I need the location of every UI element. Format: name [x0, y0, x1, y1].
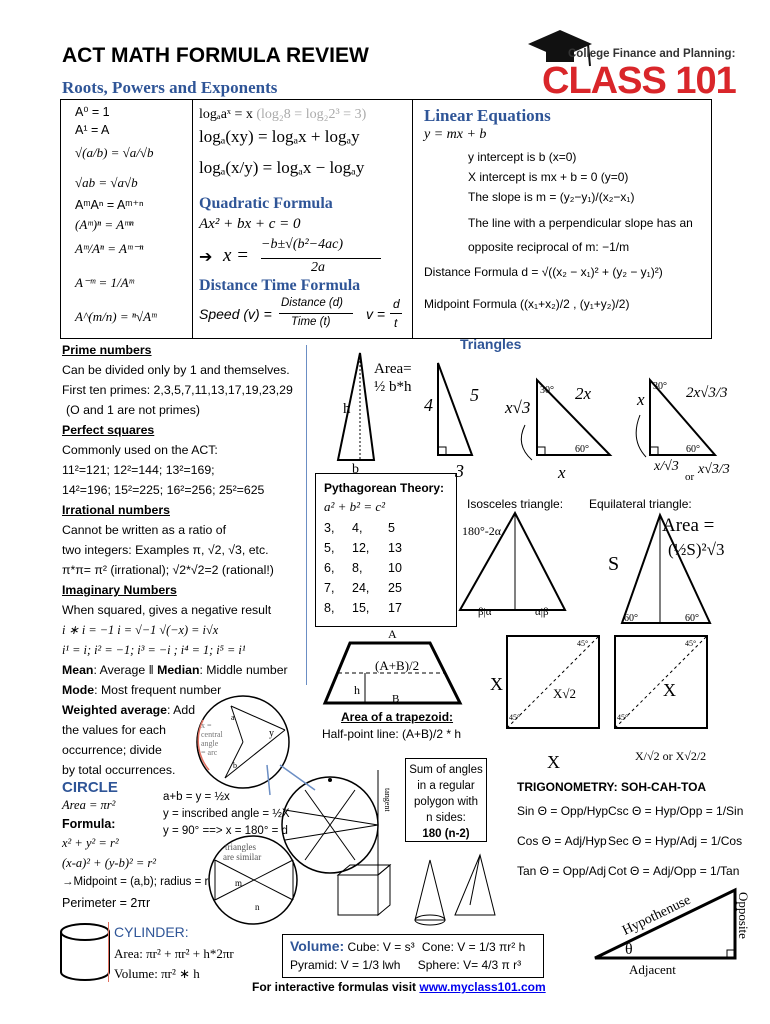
linear-line-2: X intercept is mx + b = 0 (y=0)	[468, 170, 629, 184]
pyth-a: 6,	[324, 561, 335, 575]
quadratic-denominator: 2a	[311, 260, 325, 275]
weighted-text: : Add	[167, 703, 196, 717]
triangles-heading: Triangles	[460, 336, 522, 352]
irrational-text: Cannot be written as a ratio of	[62, 523, 227, 537]
log-rule-3: logₐ(x/y) = logₐx − logₐy	[199, 158, 365, 177]
trap-b: B	[392, 693, 400, 705]
cylinder-area: Area: πr² + πr² + h*2πr	[114, 946, 234, 961]
linear-line-4: The line with a perpendicular slope has an	[468, 216, 693, 230]
pyth-b: 8,	[352, 561, 363, 575]
linear-line-5: opposite reciprocal of m: −1/m	[468, 240, 630, 254]
log-rule-1	[199, 107, 366, 123]
pyth-b: 15,	[352, 601, 370, 615]
pyth-c: 10	[388, 561, 402, 575]
polygon-text: Sum of angles	[409, 764, 483, 776]
trap-mid: (A+B)/2	[375, 658, 420, 673]
exp-line: √(a/b) = √a/√b	[75, 145, 154, 160]
top-box-divider	[192, 99, 193, 338]
tan-formula: Tan Θ = Opp/Adj	[517, 864, 607, 878]
csc-formula: Csc Θ = Hyp/Opp = 1/Sin	[608, 804, 744, 818]
imaginary-text: i ∗ i = −1 i = √−1 √(−x) = i√x	[62, 623, 219, 637]
pyth-row	[324, 578, 402, 598]
quadratic-heading: Quadratic Formula	[199, 195, 333, 212]
pythagorean-eq: a² + b² = c²	[324, 499, 386, 514]
primes-text: (O and 1 are not primes)	[66, 403, 200, 417]
pyth-c: 13	[388, 541, 402, 555]
primes-heading: Prime numbers	[62, 343, 152, 357]
trap-h: h	[354, 683, 360, 697]
equi-area-2: (½S)²√3	[668, 540, 725, 559]
class101-logo	[520, 26, 736, 102]
side-x: X	[490, 674, 503, 694]
footer-text: For interactive formulas visit	[252, 980, 420, 994]
squares-text: 14²=196; 15²=225; 16²=256; 25²=625	[62, 483, 265, 497]
m-label: m	[235, 878, 243, 888]
irrational-heading: Irrational numbers	[62, 503, 170, 517]
v-denominator: t	[394, 316, 398, 330]
polygon-text: polygon with	[414, 796, 478, 808]
fraction-bar	[261, 258, 381, 259]
side-xr3: x√3	[505, 398, 531, 417]
adjacent-label: Adjacent	[629, 962, 676, 977]
angle-60: 60°	[686, 444, 700, 455]
side-x: x	[558, 463, 566, 482]
primes-text: Can be divided only by 1 and themselves.	[62, 363, 290, 377]
pyth-b: 24,	[352, 581, 370, 595]
trapezoid-label: Area of a trapezoid:	[341, 710, 454, 724]
cylinder-icon	[58, 922, 112, 984]
circle-heading: CIRCLE	[62, 779, 118, 796]
cylinder-volume: Volume: πr² ∗ h	[114, 966, 200, 981]
or-label: or	[685, 471, 695, 483]
side-5: 5	[470, 385, 479, 405]
polygon-box	[405, 758, 487, 842]
log-rule-1-example: (log₂8 = log₂2³ = 3)	[256, 107, 367, 122]
angle-45: 45°	[617, 713, 629, 722]
circle-area: Area = πr²	[62, 798, 116, 812]
angle-45: 45°	[577, 639, 589, 648]
imaginary-text: i¹ = i; i² = −1; i³ = −i ; i⁴ = 1; i⁵ = i¹	[62, 643, 246, 657]
section-title-roots: Roots, Powers and Exponents	[62, 78, 278, 97]
mean-text: : Average ‖	[93, 663, 158, 677]
side-x: x	[637, 390, 645, 409]
exp-line: AᵐAⁿ = Aᵐ⁺ⁿ	[75, 198, 144, 212]
circle-perimeter: Perimeter = 2πr	[62, 896, 151, 910]
footer	[252, 980, 546, 994]
midpoint-formula: Midpoint Formula ((x₁+x₂)/2 , (y₁+y₂)/2)	[424, 297, 630, 311]
footer-link[interactable]: www.myclass101.com	[419, 980, 546, 994]
mean-median-line	[62, 660, 312, 680]
similar-label: triangles	[225, 842, 256, 852]
side-x: X	[547, 752, 560, 772]
tangent-label: tangent	[383, 788, 392, 812]
iso-base-angle: α|β	[535, 606, 549, 618]
volume-line-1	[290, 938, 525, 954]
weighted-text: by total occurrences.	[62, 763, 176, 777]
opposite-label: Opposite	[736, 892, 751, 939]
equi-area: Area =	[662, 515, 715, 536]
log-rule-2: logₐ(xy) = logₐx + logₐy	[199, 127, 360, 146]
pyth-b: 12,	[352, 541, 370, 555]
exp-line: √ab = √a√b	[75, 175, 138, 190]
exp-line: A^(m/n) = ⁿ√Aᵐ	[75, 309, 157, 324]
fraction-bar	[390, 313, 402, 314]
exp-line: A⁰ = 1	[75, 105, 110, 119]
circle-ab: a+b = y = ½x	[163, 791, 230, 803]
distance-formula: Distance Formula d = √((x₂ − x₁)² + (y₂ − y₁)²)	[424, 265, 663, 279]
quadratic-numerator: −b±√(b²−4ac)	[261, 237, 343, 252]
speed-formula	[199, 297, 409, 333]
v-numerator: d	[393, 297, 400, 311]
pyth-b: 4,	[352, 521, 363, 535]
height-label: h	[343, 401, 351, 417]
pyth-a: 7,	[324, 581, 335, 595]
hypotenuse-label: Hypothenuse	[620, 892, 694, 939]
cube-formula: Cube: V = s³	[347, 940, 415, 954]
equi-label: Equilateral triangle:	[589, 497, 692, 511]
median-text: : Middle number	[199, 663, 288, 677]
pyth-row	[324, 538, 402, 558]
quadratic-solution	[199, 237, 409, 277]
angle-45: 45°	[509, 713, 521, 722]
exponents-list	[75, 104, 190, 329]
sphere-formula: Sphere: V= 4/3 π r³	[417, 958, 522, 972]
circle-y90: y = 90° ==> x = 180° = d	[163, 825, 288, 837]
trapezoid-diagram	[320, 628, 470, 708]
cot-formula: Cot Θ = Adj/Opp = 1/Tan	[608, 864, 740, 878]
circle-midpoint: →Midpoint = (a,b); radius = r	[62, 876, 209, 888]
linear-line-1: y intercept is b (x=0)	[468, 150, 577, 164]
circle-formula-1: x² + y² = r²	[62, 836, 119, 850]
mean-label: Mean	[62, 663, 94, 677]
speed-label: Speed (v) =	[199, 306, 272, 322]
angle-30: 30°	[653, 381, 667, 392]
squares-text: 11²=121; 12²=144; 13²=169;	[62, 463, 215, 477]
angle-30: 30°	[540, 385, 554, 396]
y-label: y	[269, 728, 274, 739]
weighted-text: the values for each	[62, 723, 166, 737]
diag-xr2: X√2	[553, 686, 577, 701]
squares-heading: Perfect squares	[62, 423, 155, 437]
angle-60: 60°	[624, 613, 638, 624]
x-equals: x =	[223, 245, 250, 266]
imaginary-heading: Imaginary Numbers	[62, 583, 177, 597]
top-box-divider-2	[412, 99, 413, 338]
exp-line: (Aᵐ)ⁿ = Aᵐⁿ	[75, 217, 134, 232]
mode-text: : Most frequent number	[94, 683, 222, 697]
side-2x: 2x	[575, 384, 592, 403]
arrow-icon: ➔	[199, 249, 213, 266]
page-title: ACT MATH FORMULA REVIEW	[62, 44, 369, 67]
pyth-c: 17	[388, 601, 402, 615]
mode-label: Mode	[62, 683, 95, 697]
side-2xr3over3: 2x√3/3	[686, 385, 728, 401]
pythagorean-heading: Pythagorean Theory:	[324, 481, 445, 495]
weighted-label: Weighted average	[62, 703, 168, 717]
sin-formula: Sin Θ = Opp/Hyp	[517, 804, 609, 818]
n-label: n	[255, 902, 260, 912]
cylinder-bracket	[108, 922, 109, 982]
median-label: Median	[157, 663, 200, 677]
theta-label: θ	[625, 941, 633, 958]
circle-formula-2: (x-a)² + (y-b)² = r²	[62, 856, 157, 870]
angle-45: 45°	[685, 639, 697, 648]
cos-formula: Cos Θ = Adj/Hyp	[517, 834, 607, 848]
side-s: S	[608, 553, 620, 575]
base-label: b	[352, 462, 359, 477]
fraction-bar	[279, 313, 353, 314]
linear-line-3: The slope is m = (y₂−y₁)/(x₂−x₁)	[468, 190, 635, 204]
area-label: Area=	[374, 361, 412, 377]
area-label-2: ½ b*h	[374, 379, 412, 395]
polygon-text: n sides:	[426, 812, 466, 824]
a-label: a	[231, 713, 235, 722]
central-angle-label: angle	[201, 739, 219, 748]
pyramid-formula: Pyramid: V = 1/3 lwh	[290, 958, 401, 972]
pyth-a: 3,	[324, 521, 335, 535]
polygon-formula: 180 (n-2)	[422, 828, 470, 840]
column-divider	[306, 345, 307, 685]
central-angle-label: = arc	[201, 748, 218, 757]
pyth-a: 8,	[324, 601, 335, 615]
imaginary-text: When squared, gives a negative result	[62, 603, 272, 617]
trig-heading: TRIGONOMETRY: SOH-CAH-TOA	[517, 780, 707, 794]
side-fraction: X/√2 or X√2/2	[635, 749, 707, 763]
irrational-text: two integers: Examples π, √2, √3, etc.	[62, 543, 269, 557]
log-rule-1-text: logₐaˣ = x	[199, 107, 253, 122]
quadratic-equation: Ax² + bx + c = 0	[199, 216, 301, 232]
iso-base-angle: β|α	[478, 606, 492, 618]
trig-triangle	[585, 880, 760, 980]
exp-line: A⁻ᵐ = 1/Aᵐ	[75, 275, 134, 290]
linear-heading: Linear Equations	[424, 106, 551, 125]
sec-formula: Sec Θ = Hyp/Adj = 1/Cos	[608, 834, 743, 848]
pyth-c: 25	[388, 581, 402, 595]
volume-line-2	[290, 958, 521, 972]
trap-a: A	[388, 628, 397, 641]
exp-line: A¹ = A	[75, 123, 110, 137]
linear-equation: y = mx + b	[424, 127, 487, 142]
speed-denominator: Time (t)	[291, 316, 331, 328]
angle-60: 60°	[685, 613, 699, 624]
diag-x: X	[663, 680, 676, 700]
distance-time-heading: Distance Time Formula	[199, 277, 361, 294]
pyth-row	[324, 598, 402, 618]
pyth-row	[324, 518, 402, 538]
b-label: b	[233, 761, 237, 770]
weighted-text: occurrence; divide	[62, 743, 162, 757]
central-angle-label: central	[201, 730, 223, 739]
side-x-over-r3: x/√3	[654, 459, 679, 474]
squares-text: Commonly used on the ACT:	[62, 443, 218, 457]
cylinder-heading: CYLINDER:	[114, 924, 189, 940]
square-diagrams	[485, 628, 725, 776]
side-xr3over3: x√3/3	[698, 462, 730, 477]
speed-numerator: Distance (d)	[281, 297, 343, 309]
angle-60: 60°	[575, 444, 589, 455]
primes-text: First ten primes: 2,3,5,7,11,13,17,19,23,29	[62, 383, 293, 397]
polygon-text: in a regular	[417, 780, 475, 792]
circle-formula-heading: Formula:	[62, 817, 116, 831]
exp-line: Aᵐ/Aⁿ = Aᵐ⁻ⁿ	[75, 241, 144, 256]
irrational-text: π*π= π² (irrational); √2*√2=2 (rational!)	[62, 563, 274, 577]
central-angle-label: x =	[201, 721, 212, 730]
pyth-c: 5	[388, 521, 395, 535]
circle-inscribed: y = inscribed angle = ½X	[163, 808, 290, 820]
pyth-a: 5,	[324, 541, 335, 555]
similar-label: are similar	[223, 852, 262, 862]
cone-formula: Cone: V = 1/3 πr² h	[421, 940, 526, 954]
side-3: 3	[455, 461, 464, 481]
trapezoid-formula: Half-point line: (A+B)/2 * h	[322, 727, 462, 741]
pythagorean-rows	[324, 518, 402, 618]
v-equals: v =	[366, 306, 386, 322]
logo-tagline: College Finance and Planning:	[568, 48, 736, 60]
volume-heading: Volume:	[290, 938, 345, 954]
logo-text: CLASS 101	[542, 60, 736, 102]
solids-diagram	[330, 845, 500, 935]
pyth-row	[324, 558, 402, 578]
iso-label: Isosceles triangle:	[467, 497, 564, 511]
iso-angle: 180°-2α	[462, 524, 502, 538]
side-4: 4	[424, 395, 433, 415]
